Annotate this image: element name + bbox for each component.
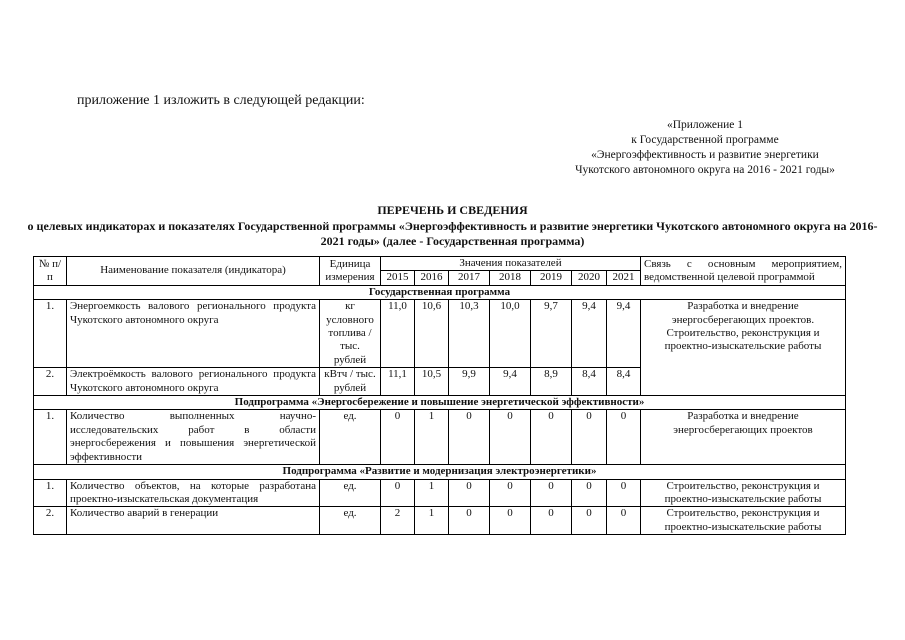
appendix-line: к Государственной программе bbox=[631, 134, 779, 146]
row-value: 9,4 bbox=[490, 368, 531, 396]
row-unit: кВтч / тыс. рублей bbox=[320, 368, 381, 396]
section-title: Подпрограмма «Развитие и модернизация электроэнергетики» bbox=[34, 465, 846, 479]
row-num: 1. bbox=[34, 410, 67, 465]
header-year: 2017 bbox=[449, 271, 490, 285]
row-unit: ед. bbox=[320, 507, 381, 535]
header-year: 2015 bbox=[381, 271, 415, 285]
appendix-line: Чукотского автономного округа на 2016 - 2021 годы» bbox=[575, 164, 835, 176]
row-num: 1. bbox=[34, 479, 67, 507]
row-value: 10,5 bbox=[415, 368, 449, 396]
document-title: ПЕРЕЧЕНЬ И СВЕДЕНИЯ bbox=[377, 203, 528, 217]
row-value: 9,7 bbox=[531, 300, 572, 368]
row-value: 11,1 bbox=[381, 368, 415, 396]
table-row bbox=[34, 507, 846, 535]
section-row bbox=[34, 396, 846, 410]
row-unit: ед. bbox=[320, 410, 381, 465]
row-value: 0 bbox=[531, 410, 572, 465]
table-row bbox=[34, 300, 846, 368]
header-name: Наименование показателя (индикатора) bbox=[67, 257, 320, 286]
row-value: 10,3 bbox=[449, 300, 490, 368]
header-link: Связь с основным мероприятием, ведомственной целевой программой bbox=[641, 257, 846, 286]
section-row bbox=[34, 465, 846, 479]
table-row bbox=[34, 479, 846, 507]
row-link: Разработка и внедрение энергосберегающих проектов bbox=[641, 410, 846, 465]
header-values: Значения показателей bbox=[381, 257, 641, 271]
table-row bbox=[34, 410, 846, 465]
row-name: Количество объектов, на которые разработана проектно-изыскательская документация bbox=[67, 479, 320, 507]
row-value: 0 bbox=[490, 479, 531, 507]
header-unit: Единица измерения bbox=[320, 257, 381, 286]
row-value: 8,9 bbox=[531, 368, 572, 396]
section-title: Государственная программа bbox=[34, 285, 846, 299]
row-unit: ед. bbox=[320, 479, 381, 507]
row-value: 0 bbox=[449, 410, 490, 465]
row-value: 11,0 bbox=[381, 300, 415, 368]
row-value: 0 bbox=[381, 410, 415, 465]
row-value: 0 bbox=[531, 507, 572, 535]
row-value: 8,4 bbox=[572, 368, 607, 396]
row-value: 9,4 bbox=[607, 300, 641, 368]
header-year: 2021 bbox=[607, 271, 641, 285]
row-value: 0 bbox=[381, 479, 415, 507]
row-value: 0 bbox=[572, 410, 607, 465]
intro-text: приложение 1 изложить в следующей редакции: bbox=[77, 93, 365, 108]
row-unit: кг условного топлива / тыс. рублей bbox=[320, 300, 381, 368]
section-title: Подпрограмма «Энергосбережение и повышение энергетической эффективности» bbox=[34, 396, 846, 410]
row-name: Электроёмкость валового регионального продукта Чукотского автономного округа bbox=[67, 368, 320, 396]
row-value: 0 bbox=[607, 410, 641, 465]
indicators-table bbox=[33, 256, 846, 535]
appendix-line: «Энергоэффективность и развитие энергетики bbox=[591, 149, 819, 161]
row-value: 0 bbox=[449, 479, 490, 507]
header-year: 2019 bbox=[531, 271, 572, 285]
row-value: 0 bbox=[607, 479, 641, 507]
row-value: 8,4 bbox=[607, 368, 641, 396]
header-year: 2016 bbox=[415, 271, 449, 285]
row-value: 0 bbox=[607, 507, 641, 535]
section-row bbox=[34, 285, 846, 299]
row-link: Строительство, реконструкция и проектно-изыскательские работы bbox=[641, 507, 846, 535]
row-value: 1 bbox=[415, 479, 449, 507]
row-value: 9,9 bbox=[449, 368, 490, 396]
row-value: 0 bbox=[449, 507, 490, 535]
row-value: 1 bbox=[415, 410, 449, 465]
row-value: 10,6 bbox=[415, 300, 449, 368]
row-value: 2 bbox=[381, 507, 415, 535]
document-subtitle: о целевых индикаторах и показателях Государственной программы «Энергоэффективность и развитие энергетики Чукотского автономного округа на 2016-2021 годы» (далее - Государственная программа) bbox=[27, 219, 878, 248]
row-num: 2. bbox=[34, 507, 67, 535]
row-value: 0 bbox=[490, 410, 531, 465]
row-value: 10,0 bbox=[490, 300, 531, 368]
row-value: 0 bbox=[572, 507, 607, 535]
row-link: Разработка и внедрение энергосберегающих проектов. Строительство, реконструкция и проектно-изыскательские работы bbox=[641, 300, 846, 396]
header-year: 2020 bbox=[572, 271, 607, 285]
row-value: 0 bbox=[572, 479, 607, 507]
row-name: Энергоемкость валового регионального продукта Чукотского автономного округа bbox=[67, 300, 320, 368]
row-value: 1 bbox=[415, 507, 449, 535]
row-num: 1. bbox=[34, 300, 67, 368]
row-num: 2. bbox=[34, 368, 67, 396]
header-year: 2018 bbox=[490, 271, 531, 285]
header-num: № п/п bbox=[34, 257, 67, 286]
appendix-line: «Приложение 1 bbox=[666, 119, 744, 131]
row-value: 0 bbox=[490, 507, 531, 535]
row-value: 9,4 bbox=[572, 300, 607, 368]
row-name: Количество аварий в генерации bbox=[67, 507, 320, 535]
row-value: 0 bbox=[531, 479, 572, 507]
row-link: Строительство, реконструкция и проектно-изыскательские работы bbox=[641, 479, 846, 507]
appendix-header bbox=[540, 118, 870, 178]
row-name: Количество выполненных научно-исследовательских работ в области энергосбережения и повышения энергетической эффективности bbox=[67, 410, 320, 465]
